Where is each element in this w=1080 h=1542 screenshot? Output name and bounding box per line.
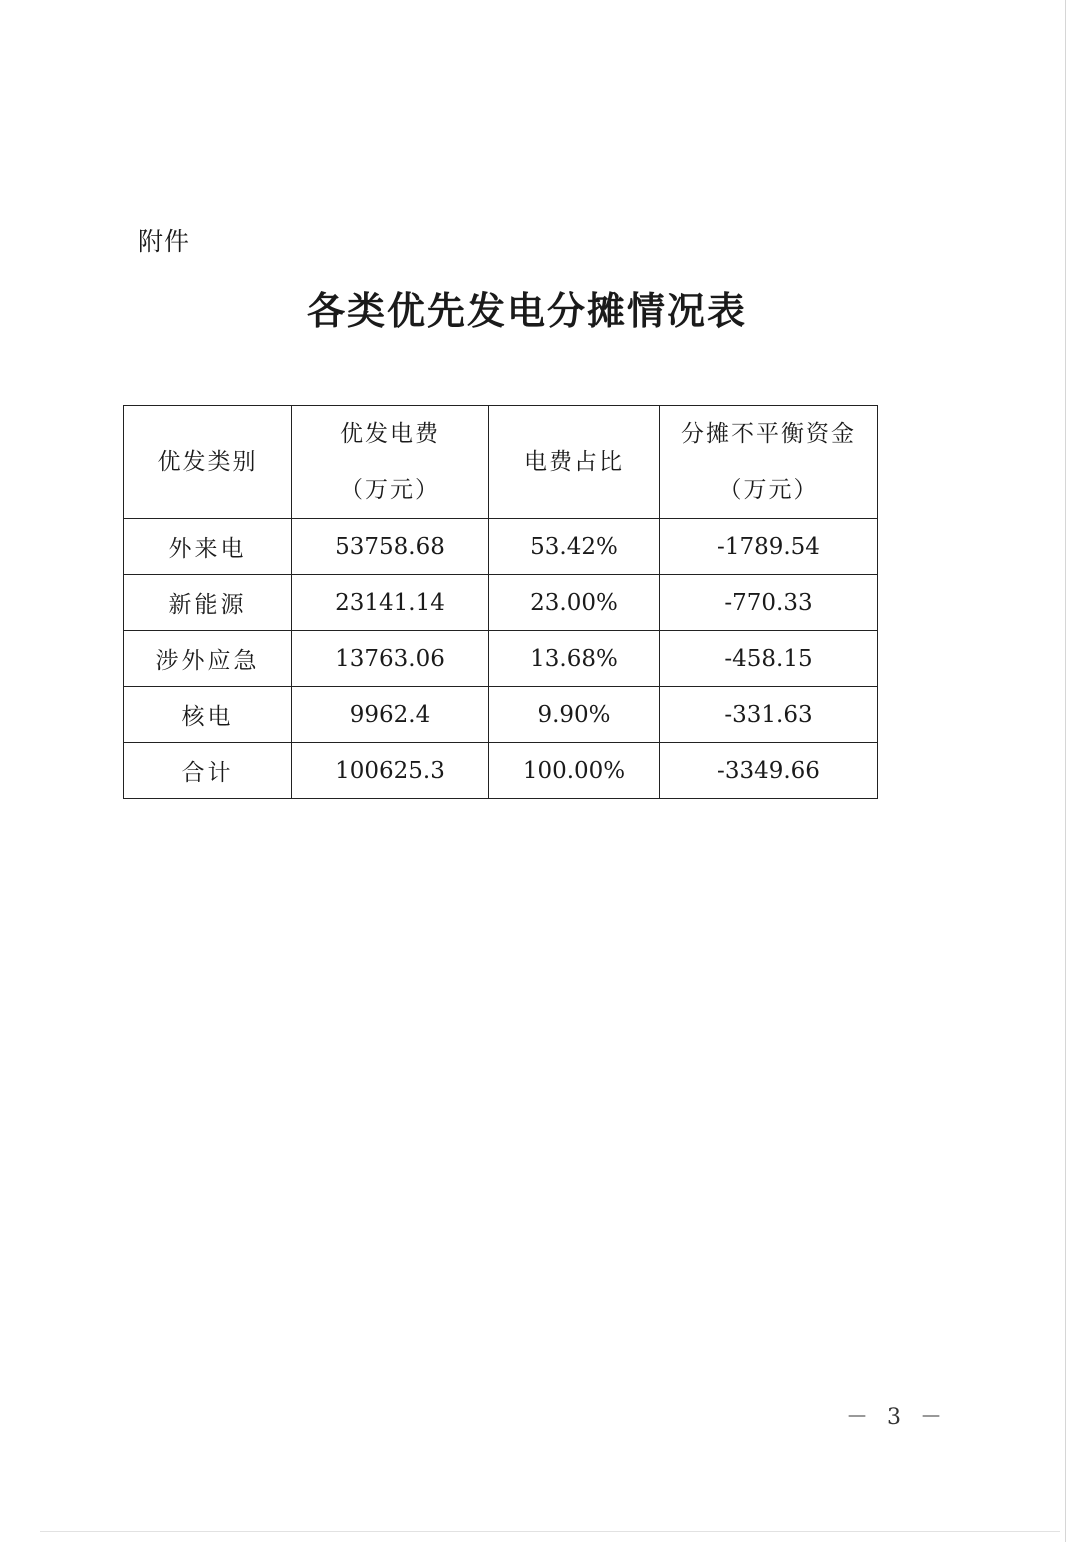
attachment-label: 附件 xyxy=(138,227,191,256)
share-cell: 53.42% xyxy=(489,519,660,575)
header-share-label: 电费占比 xyxy=(524,449,624,475)
share-cell: 100.00% xyxy=(489,743,660,799)
header-fee xyxy=(292,406,489,519)
allocation-cell: -1789.54 xyxy=(660,519,878,575)
header-share xyxy=(489,406,660,519)
page-number: － 3 － xyxy=(846,1405,948,1430)
allocation-cell: -3349.66 xyxy=(660,743,878,799)
fee-cell: 9962.4 xyxy=(292,687,489,743)
category-cell: 外来电 xyxy=(124,519,292,575)
allocation-cell: -770.33 xyxy=(660,575,878,631)
fee-cell: 13763.06 xyxy=(292,631,489,687)
header-category xyxy=(124,406,292,519)
fee-cell: 100625.3 xyxy=(292,743,489,799)
fee-cell: 53758.68 xyxy=(292,519,489,575)
category-cell: 新能源 xyxy=(124,575,292,631)
category-cell: 合计 xyxy=(124,743,292,799)
table-row xyxy=(124,631,878,687)
table-row xyxy=(124,575,878,631)
page-edge-line xyxy=(40,1531,1060,1532)
table-row xyxy=(124,687,878,743)
share-cell: 9.90% xyxy=(489,687,660,743)
header-allocation-label: 分摊不平衡资金 xyxy=(681,421,856,447)
share-cell: 13.68% xyxy=(489,631,660,687)
table-header-row xyxy=(124,406,878,519)
allocation-table xyxy=(123,405,878,799)
table-row xyxy=(124,519,878,575)
allocation-cell: -331.63 xyxy=(660,687,878,743)
header-fee-label: 优发电费 xyxy=(340,421,440,447)
header-category-label: 优发类别 xyxy=(157,449,258,475)
header-allocation-unit: （万元） xyxy=(718,477,819,503)
allocation-cell: -458.15 xyxy=(660,631,878,687)
header-fee-unit: （万元） xyxy=(340,477,440,503)
document-title: 各类优先发电分摊情况表 xyxy=(306,289,747,333)
category-cell: 核电 xyxy=(124,687,292,743)
header-allocation xyxy=(660,406,878,519)
category-cell: 涉外应急 xyxy=(124,631,292,687)
share-cell: 23.00% xyxy=(489,575,660,631)
fee-cell: 23141.14 xyxy=(292,575,489,631)
table-total-row xyxy=(124,743,878,799)
page-edge-line xyxy=(1065,0,1066,1542)
